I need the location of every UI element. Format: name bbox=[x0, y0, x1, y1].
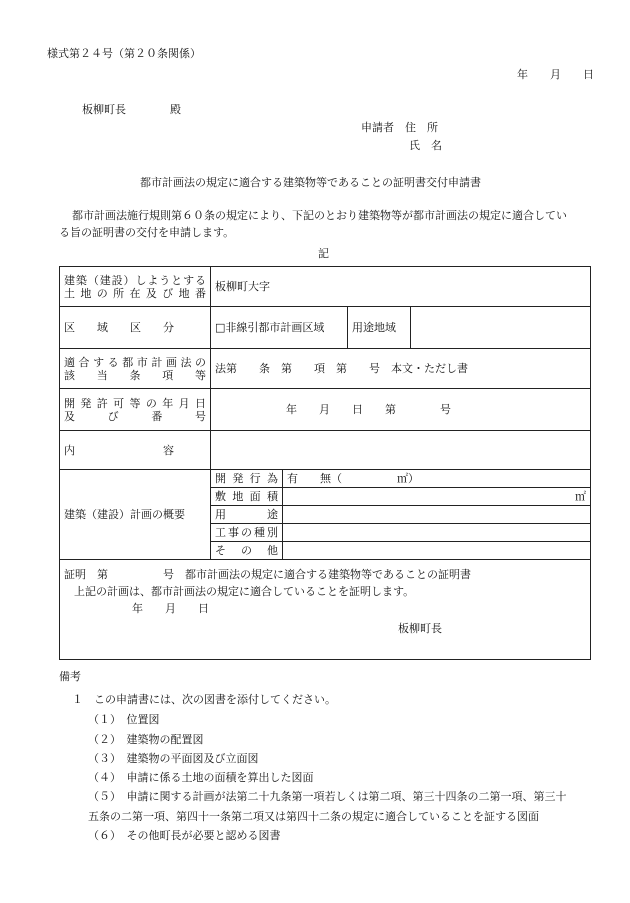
plan-row-value[interactable]: 有 無（ ㎡） bbox=[283, 470, 591, 488]
intro-text-line2: る旨の証明書の交付を申請します。 bbox=[59, 226, 235, 239]
date-line: 年 月 日 bbox=[517, 68, 594, 81]
plan-row-label: そ の 他 bbox=[211, 542, 283, 560]
plan-row-value[interactable]: ㎡ bbox=[283, 488, 591, 506]
applicant-address-label: 申請者 住 所 bbox=[361, 121, 438, 134]
certificate-line2: 上記の計画は、都市計画法の規定に適合していることを証明します。 bbox=[74, 585, 415, 598]
plan-row-label: 用 途 bbox=[211, 506, 283, 524]
plan-label: 建築（建設）計画の概要 bbox=[60, 470, 211, 560]
notes-subitem: （５） 申請に関する計画が法第二十九条第一項若しくは第二項、第三十四条の二第一項、第三十 bbox=[88, 790, 567, 803]
article-label: 適合する都市計画法の 該 当 条 項 等 bbox=[60, 349, 211, 389]
plan-row-value[interactable] bbox=[283, 542, 591, 560]
content-label: 内 容 bbox=[60, 431, 211, 470]
intro-text-line1: 都市計画法施行規則第６０条の規定により、下記のとおり建築物等が都市計画法の規定に適合してい bbox=[72, 209, 567, 222]
article-value[interactable]: 法第 条 第 項 第 号 本文・ただし書 bbox=[211, 349, 591, 389]
ki-mark: 記 bbox=[318, 247, 329, 260]
notes-subitem: （４） 申請に係る土地の面積を算出した図面 bbox=[88, 771, 314, 784]
use-zone-label: 用途地域 bbox=[348, 307, 411, 349]
permit-label: 開発許可等の年月日 及 び 番 号 bbox=[60, 389, 211, 431]
certificate-issuer: 板柳町長 bbox=[398, 622, 442, 635]
notes-subitem-continued: 五条の二第一項、第四十一条第二項又は第四十二条の規定に適合していることを証する図面 bbox=[88, 810, 539, 823]
document-title: 都市計画法の規定に適合する建築物等であることの証明書交付申請書 bbox=[140, 176, 481, 189]
notes-subitem: （１） 位置図 bbox=[88, 713, 160, 726]
content-value[interactable] bbox=[211, 431, 591, 470]
location-label: 建築（建設）しようとする 土地の所在及び地番 bbox=[60, 267, 211, 307]
notes-heading: 備考 bbox=[59, 670, 81, 683]
notes-subitem: （３） 建築物の平面図及び立面図 bbox=[88, 752, 259, 765]
notes-subitem: （２） 建築物の配置図 bbox=[88, 733, 204, 746]
notes-subitem: （６） その他町長が必要と認める図書 bbox=[88, 829, 281, 842]
addressee: 板柳町長 殿 bbox=[82, 103, 181, 116]
plan-row-label: 敷地面積 bbox=[211, 488, 283, 506]
plan-row-value[interactable] bbox=[283, 524, 591, 542]
permit-value[interactable]: 年 月 日 第 号 bbox=[211, 389, 591, 431]
form-number: 様式第２４号（第２０条関係） bbox=[47, 47, 201, 60]
applicant-name-label: 氏 名 bbox=[409, 139, 442, 152]
use-zone-value[interactable] bbox=[411, 307, 591, 349]
plan-row-label: 工事の種別 bbox=[211, 524, 283, 542]
plan-row-label: 開発行為 bbox=[211, 470, 283, 488]
plan-row-value[interactable] bbox=[283, 506, 591, 524]
certificate-section bbox=[60, 560, 591, 660]
certificate-date: 年 月 日 bbox=[132, 602, 209, 615]
notes-item-1: １ この申請書には、次の図書を添付してください。 bbox=[72, 693, 336, 706]
zone-label: 区 域 区 分 bbox=[60, 307, 211, 349]
location-value[interactable]: 板柳町大字 bbox=[211, 267, 591, 307]
application-form-table bbox=[59, 266, 591, 660]
certificate-line1: 証明 第 号 都市計画法の規定に適合する建築物等であることの証明書 bbox=[64, 568, 471, 581]
zone-value[interactable]: □非線引都市計画区域 bbox=[211, 307, 348, 349]
